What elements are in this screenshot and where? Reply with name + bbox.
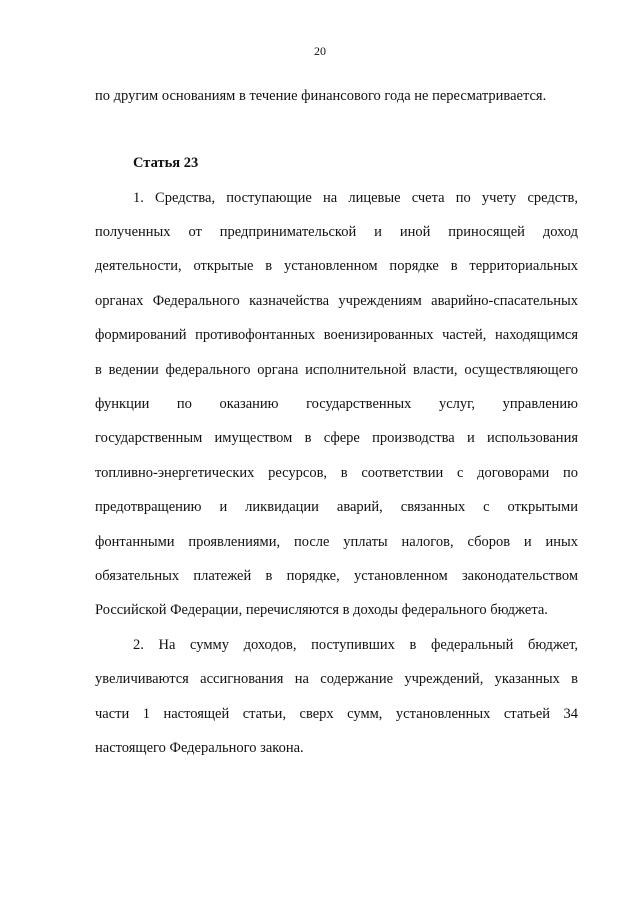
continuation-line: по другим основаниям в течение финансового года не пересматривается. xyxy=(95,88,547,104)
paragraph-line: настоящего Федерального закона. xyxy=(95,740,304,756)
page-number: 20 xyxy=(314,44,326,58)
paragraph-line: обязательных платежей в порядке, установленном законодательством xyxy=(95,568,578,584)
paragraph-line: увеличиваются ассигнования на содержание учреждений, указанных в xyxy=(95,671,578,687)
paragraph-line: деятельности, открытые в установленном порядке в территориальных xyxy=(95,258,578,274)
paragraph-line: Российской Федерации, перечисляются в доходы федерального бюджета. xyxy=(95,602,548,618)
paragraph-line: полученных от предпринимательской и иной приносящей доход xyxy=(95,224,578,240)
paragraph-line: органах Федерального казначейства учреждениям аварийно-спасательных xyxy=(95,293,578,309)
paragraph-line: 1. Средства, поступающие на лицевые счета по учету средств, xyxy=(133,190,578,206)
paragraph-line: топливно-энергетических ресурсов, в соответствии с договорами по xyxy=(95,465,578,481)
article-heading: Статья 23 xyxy=(133,155,199,171)
paragraph-line: формирований противофонтанных военизированных частей, находящимся xyxy=(95,327,578,343)
paragraph-line: в ведении федерального органа исполнительной власти, осуществляющего xyxy=(95,362,578,378)
paragraph-line: 2. На сумму доходов, поступивших в федеральный бюджет, xyxy=(133,637,578,653)
paragraph-line: государственным имуществом в сфере производства и использования xyxy=(95,430,578,446)
paragraph-line: предотвращению и ликвидации аварий, связанных с открытыми xyxy=(95,499,578,515)
paragraph-line: функции по оказанию государственных услуг, управлению xyxy=(95,396,578,412)
paragraph-line: фонтанными проявлениями, после уплаты налогов, сборов и иных xyxy=(95,534,578,550)
paragraph-line: части 1 настоящей статьи, сверх сумм, установленных статьей 34 xyxy=(95,706,578,722)
